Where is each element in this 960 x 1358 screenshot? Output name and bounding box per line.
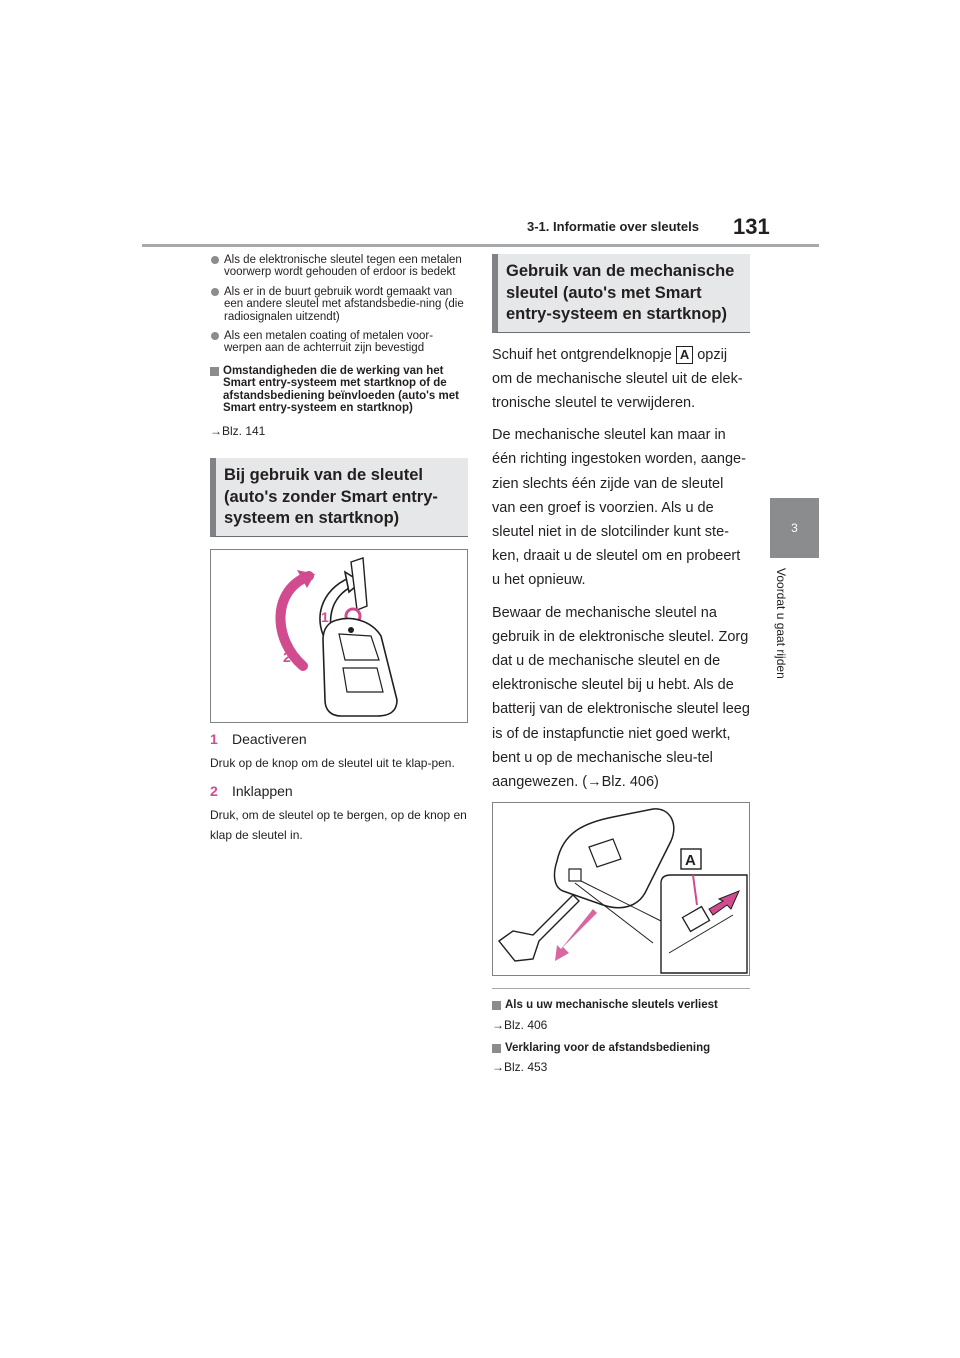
step-2 xyxy=(210,783,468,799)
section-title-box: Bij gebruik van de sleutel (auto's zonder Smart entry-systeem en startknop) xyxy=(210,458,468,537)
figure-label-a: A xyxy=(685,852,696,870)
page-reference: →Blz. 453 xyxy=(492,1059,548,1074)
step-title: Inklappen xyxy=(232,782,293,799)
chapter-tab: 3 xyxy=(770,498,819,558)
header-divider xyxy=(142,244,819,247)
flip-key-illustration xyxy=(210,549,468,723)
step-1 xyxy=(210,731,468,747)
bullet-item: Als er in de buurt gebruik wordt gemaakt van een andere sleutel met afstandsbedie-ning (die radiosignalen uitzendt) xyxy=(210,286,468,323)
subheading: Omstandigheden die de werking van het Smart entry-systeem met startknop of de afstandsbediening beïnvloeden (auto's met Smart entry-systeem en startknop) xyxy=(210,365,468,415)
note-heading: Verklaring voor de afstandsbediening xyxy=(492,1042,750,1054)
note-heading: Als u uw mechanische sleutels verliest xyxy=(492,999,750,1011)
step-description: Druk, om de sleutel op te bergen, op de knop en klap de sleutel in. xyxy=(210,807,467,842)
step-number: 2 xyxy=(210,782,218,799)
running-header: 3-1. Informatie over sleutels xyxy=(527,219,699,234)
paragraph-text: opzij om de mechanische sleutel uit de elek-tronische sleutel te verwijderen. xyxy=(492,346,743,411)
key-blade xyxy=(351,558,367,610)
smart-key-illustration xyxy=(492,802,750,976)
key-fob-body xyxy=(323,619,397,716)
paragraph xyxy=(492,343,750,416)
page-number: 131 xyxy=(733,214,770,239)
paragraph: Bewaar de mechanische sleutel na gebruik in de elektronische sleutel. Zorg dat u de mechanische sleutel en de elektronische sleutel bij u hebt. Als de batterij van de elektronische sleutel leeg is of de instapfunctie niet goed werkt, bent u op de mechanische sleu-tel aangewezen. (→Blz. 406) xyxy=(492,604,750,790)
paragraph-text: Schuif het ontgrendelknopje xyxy=(492,346,672,363)
paragraph: De mechanische sleutel kan maar in één richting ingestoken worden, aange-zien slechts één zijde van de sleutel van een groef is voorzien. Als u de sleutel niet in de slotcilinder kunt ste-ken, draait u de sleutel om en probeert u het opnieuw. xyxy=(492,427,746,589)
figure-divider xyxy=(492,988,750,989)
step-description: Druk op de knop om de sleutel uit te klap-pen. xyxy=(210,755,455,770)
chapter-title-text: Voordat u gaat rijden xyxy=(774,568,788,679)
label-a-badge: A xyxy=(676,346,693,364)
page-reference: →Blz. 406 xyxy=(492,1017,548,1032)
bullet-item: Als een metalen coating of metalen voor-werpen aan de achterruit zijn bevestigd xyxy=(210,330,468,355)
step-number: 1 xyxy=(210,730,218,747)
section-title-box: Gebruik van de mechanische sleutel (auto's met Smart entry-systeem en startknop) xyxy=(492,254,750,333)
figure-label-2: 2 xyxy=(283,648,291,665)
left-column xyxy=(210,254,468,845)
figure-label-1: 1 xyxy=(321,608,329,625)
smart-key-drawing xyxy=(493,803,749,975)
flip-key-drawing xyxy=(211,550,467,722)
smart-key-body xyxy=(555,809,674,908)
bullet-item: Als de elektronische sleutel tegen een metalen voorwerp wordt gehouden of erdoor is bedekt xyxy=(210,254,468,279)
page-reference: →Blz. 141 xyxy=(210,424,266,439)
step-title: Deactiveren xyxy=(232,730,307,747)
right-column xyxy=(492,254,750,1084)
chapter-title-vertical xyxy=(774,568,804,703)
